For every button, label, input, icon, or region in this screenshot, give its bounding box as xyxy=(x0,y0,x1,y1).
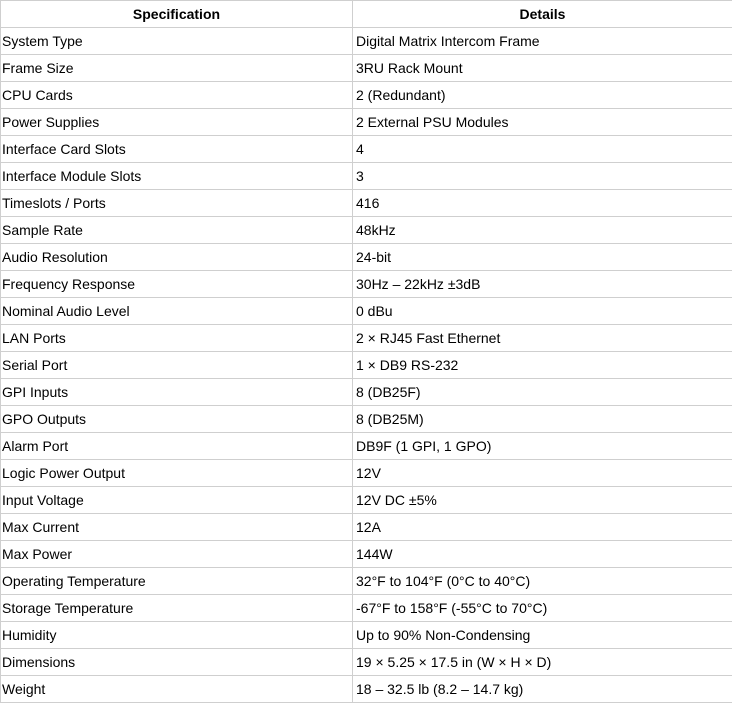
spec-name-cell: Power Supplies xyxy=(1,109,353,136)
spec-value-cell: 416 xyxy=(353,190,732,217)
spec-name-cell: Frequency Response xyxy=(1,271,353,298)
spec-value-cell: 18 – 32.5 lb (8.2 – 14.7 kg) xyxy=(353,676,732,703)
spec-value-cell: 48kHz xyxy=(353,217,732,244)
spec-value-cell: 12V DC ±5% xyxy=(353,487,732,514)
spec-name-cell: Storage Temperature xyxy=(1,595,353,622)
table-row xyxy=(1,325,732,352)
spec-value-cell: DB9F (1 GPI, 1 GPO) xyxy=(353,433,732,460)
spec-value-cell: 1 × DB9 RS-232 xyxy=(353,352,732,379)
spec-value-cell: 2 × RJ45 Fast Ethernet xyxy=(353,325,732,352)
spec-value-cell: 4 xyxy=(353,136,732,163)
spec-value-cell: -67°F to 158°F (-55°C to 70°C) xyxy=(353,595,732,622)
spec-value-cell: 8 (DB25F) xyxy=(353,379,732,406)
spec-name-cell: Interface Module Slots xyxy=(1,163,353,190)
table-row xyxy=(1,55,732,82)
header-details: Details xyxy=(353,1,732,28)
table-row xyxy=(1,163,732,190)
spec-name-cell: Input Voltage xyxy=(1,487,353,514)
spec-name-cell: Dimensions xyxy=(1,649,353,676)
table-row xyxy=(1,271,732,298)
spec-value-cell: 24-bit xyxy=(353,244,732,271)
table-row xyxy=(1,433,732,460)
table-row xyxy=(1,406,732,433)
table-row xyxy=(1,487,732,514)
spec-name-cell: Nominal Audio Level xyxy=(1,298,353,325)
header-specification: Specification xyxy=(1,1,353,28)
table-row xyxy=(1,676,732,703)
spec-value-cell: 2 (Redundant) xyxy=(353,82,732,109)
spec-name-cell: GPI Inputs xyxy=(1,379,353,406)
spec-value-cell: 0 dBu xyxy=(353,298,732,325)
spec-name-cell: Timeslots / Ports xyxy=(1,190,353,217)
spec-name-cell: Audio Resolution xyxy=(1,244,353,271)
spec-name-cell: Alarm Port xyxy=(1,433,353,460)
spec-name-cell: GPO Outputs xyxy=(1,406,353,433)
spec-value-cell: 3 xyxy=(353,163,732,190)
table-row xyxy=(1,541,732,568)
spec-name-cell: CPU Cards xyxy=(1,82,353,109)
table-row xyxy=(1,379,732,406)
spec-value-cell: 3RU Rack Mount xyxy=(353,55,732,82)
spec-value-cell: 12A xyxy=(353,514,732,541)
table-row xyxy=(1,649,732,676)
table-row xyxy=(1,622,732,649)
table-row xyxy=(1,298,732,325)
spec-name-cell: Humidity xyxy=(1,622,353,649)
spec-value-cell: 19 × 5.25 × 17.5 in (W × H × D) xyxy=(353,649,732,676)
spec-name-cell: LAN Ports xyxy=(1,325,353,352)
table-row xyxy=(1,136,732,163)
spec-name-cell: Logic Power Output xyxy=(1,460,353,487)
table-row xyxy=(1,244,732,271)
table-row xyxy=(1,190,732,217)
spec-value-cell: Up to 90% Non-Condensing xyxy=(353,622,732,649)
spec-name-cell: Serial Port xyxy=(1,352,353,379)
spec-name-cell: Weight xyxy=(1,676,353,703)
table-row xyxy=(1,109,732,136)
table-row xyxy=(1,514,732,541)
spec-value-cell: Digital Matrix Intercom Frame xyxy=(353,28,732,55)
table-row xyxy=(1,460,732,487)
table-row xyxy=(1,217,732,244)
spec-name-cell: Frame Size xyxy=(1,55,353,82)
table-row xyxy=(1,595,732,622)
spec-name-cell: Max Power xyxy=(1,541,353,568)
spec-value-cell: 12V xyxy=(353,460,732,487)
table-row xyxy=(1,82,732,109)
table-row xyxy=(1,352,732,379)
spec-table-body xyxy=(1,28,732,703)
table-row xyxy=(1,28,732,55)
spec-name-cell: Operating Temperature xyxy=(1,568,353,595)
spec-value-cell: 32°F to 104°F (0°C to 40°C) xyxy=(353,568,732,595)
spec-name-cell: System Type xyxy=(1,28,353,55)
spec-name-cell: Sample Rate xyxy=(1,217,353,244)
spec-value-cell: 30Hz – 22kHz ±3dB xyxy=(353,271,732,298)
spec-value-cell: 8 (DB25M) xyxy=(353,406,732,433)
header-row xyxy=(1,1,732,28)
spec-name-cell: Interface Card Slots xyxy=(1,136,353,163)
table-row xyxy=(1,568,732,595)
spec-table-header xyxy=(1,1,732,28)
spec-value-cell: 144W xyxy=(353,541,732,568)
spec-name-cell: Max Current xyxy=(1,514,353,541)
spec-value-cell: 2 External PSU Modules xyxy=(353,109,732,136)
